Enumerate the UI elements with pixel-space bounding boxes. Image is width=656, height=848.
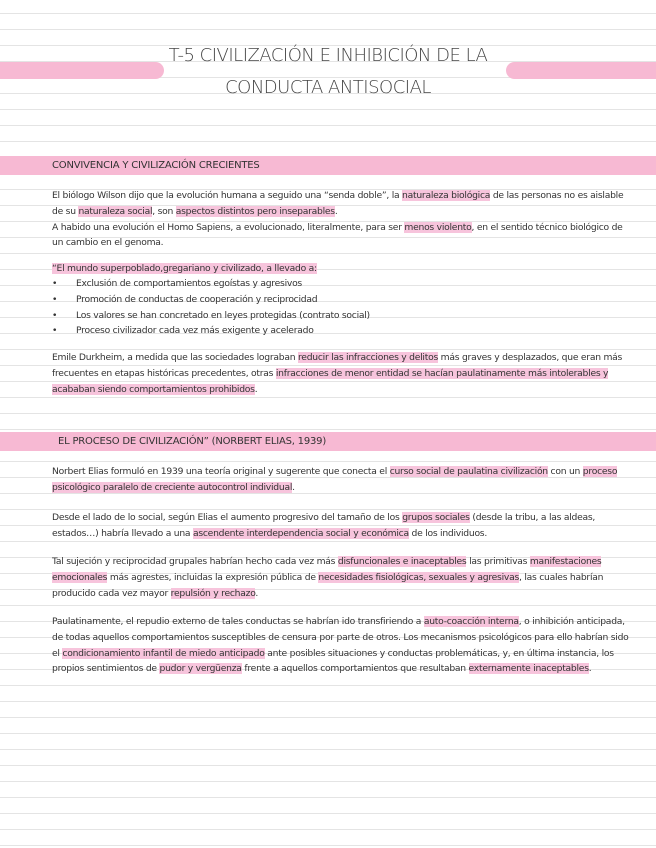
list-item: • Exclusión de comportamientos egoístas y agresivos — [52, 276, 370, 292]
page-title-line-1: T-5 CIVILIZACIÓN E INHIBICIÓN DE LA — [168, 45, 488, 66]
section-1-bullet-list — [52, 276, 370, 339]
list-item: • Promoción de conductas de cooperación y reciprocidad — [52, 292, 370, 308]
section-1-heading: CONVIVENCIA Y CIVILIZACIÓN CRECIENTES — [52, 160, 260, 171]
section-1-paragraph-durkheim: Emile Durkheim, a medida que las sociedades lograban reducir las infracciones y delitos más graves y desplazados, que eran más frecuentes en etapas históricas precedentes, otras infracciones de menor entidad se hacían paulatinamente más intolerables y acababan siendo comportamientos prohibidos. — [52, 352, 623, 395]
section-2-paragraph-3: Tal sujeción y reciprocidad grupales habrían hecho cada vez más disfuncionales e inaceptables las primitivas manifestaciones emocionales más agrestes, incluidas la expresión pública de necesidades fisiológicas, sexuales y agresivas, las cuales habrían producido cada vez mayor repulsión y rechazo. — [52, 556, 604, 599]
page-title-line-2: CONDUCTA ANTISOCIAL — [225, 77, 431, 98]
section-2-paragraph-4: Paulatinamente, el repudio externo de tales conductas se habrían ido transfiriendo a auto-coacción interna, o inhibición anticipada, de todas aquellos comportamientos susceptibles de censura por parte de otros. Los mecanismos psicológicos para ello habrían sido el condicionamiento infantil de miedo anticipado ante posibles situaciones y conductas problemáticas, y, en última instancia, los propios sentimientos de pudor y vergüenza frente a aquellos comportamientos que resultaban externamente inaceptables. — [52, 616, 629, 675]
section-2-paragraph-1: Norbert Elias formuló en 1939 una teoría original y sugerente que conecta el curso social de paulatina civilización con un proceso psicológico paralelo de creciente autocontrol individual. — [52, 466, 618, 493]
section-2-heading: EL PROCESO DE CIVILIZACIÓN” (NORBERT ELIAS, 1939) — [58, 436, 327, 447]
section-2-paragraph-2: Desde el lado de lo social, según Elias el aumento progresivo del tamaño de los grupos sociales (desde la tribu, a las aldeas, estados…) habría llevado a una ascendente interdependencia social y económica de los individuos. — [52, 512, 596, 539]
section-1-quote: “El mundo superpoblado,gregariano y civilizado, a llevado a: — [52, 263, 317, 274]
list-item: • Los valores se han concretado en leyes protegidas (contrato social) — [52, 308, 370, 324]
section-1-paragraph-1: El biólogo Wilson dijo que la evolución humana a seguido una “senda doble”, la naturaleza biológica de las personas no es aislable de su naturaleza social, son aspectos distintos pero inseparables. A habido una evolución el Homo Sapiens, a evolucionado, literalmente, para ser menos violento, en el sentido técnico biológico de un cambio en el genoma. — [52, 190, 624, 249]
list-item: • Proceso civilizador cada vez más exigente y acelerado — [52, 323, 370, 339]
